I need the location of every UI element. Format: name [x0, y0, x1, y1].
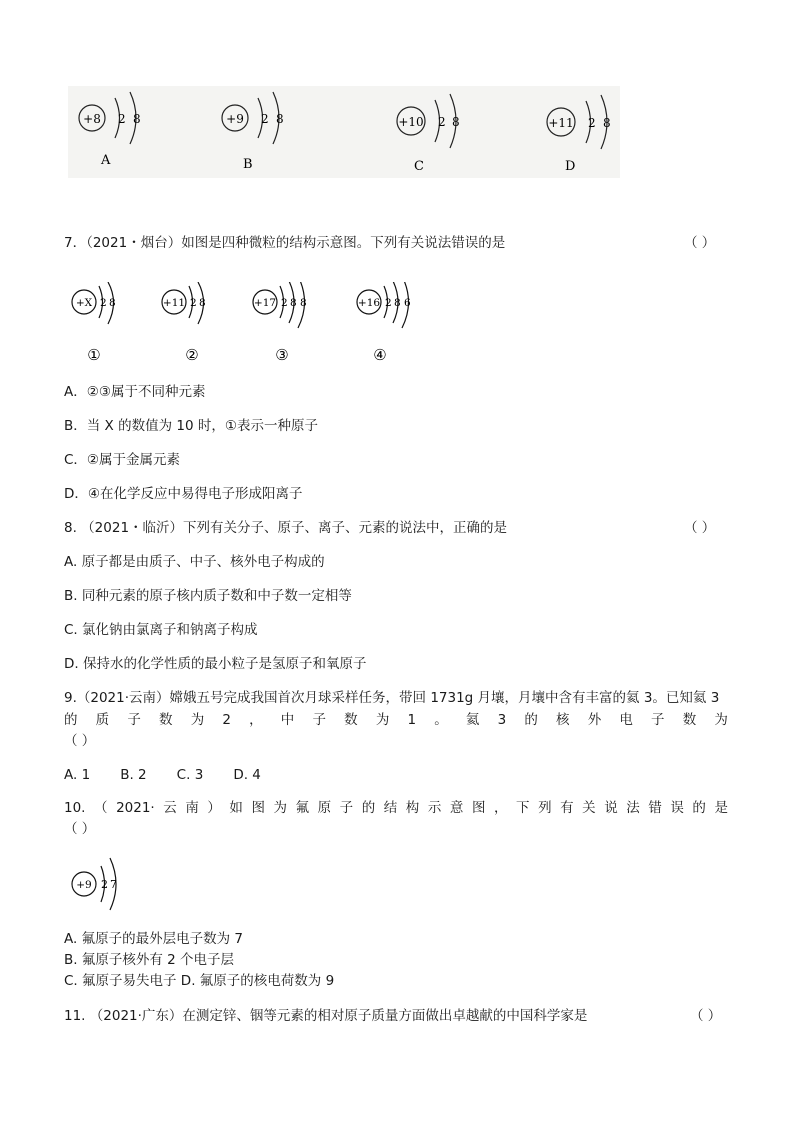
diagram-label: ①	[87, 346, 101, 364]
stem-char: 2	[222, 712, 231, 728]
stem-char: 10.	[64, 800, 86, 816]
q7-option-b[interactable]: B．当 X 的数值为 10 时，①表示一种原子	[64, 418, 318, 434]
option-letter: C	[414, 159, 424, 174]
q10-option-cd[interactable]: C. 氟原子易失电子 D. 氟原子的核电荷数为 9	[64, 973, 335, 989]
stem-char: 的	[692, 800, 706, 816]
q7-diagram-1	[72, 282, 116, 364]
stem-char: 数	[159, 712, 173, 728]
q6-diagram-a	[79, 92, 141, 168]
stem-char: 列	[538, 800, 552, 816]
q9-stem-line2	[64, 711, 728, 729]
nucleus-text: +11	[548, 116, 574, 130]
stem-char: 氟	[295, 800, 310, 816]
shell-count: 8	[276, 112, 284, 126]
stem-char: ，	[249, 712, 263, 728]
option-letter: A	[101, 153, 111, 168]
stem-char: 下	[516, 800, 530, 816]
stem-char: 3	[497, 712, 507, 728]
stem-char: 原	[317, 800, 332, 816]
shell-count: 2	[190, 297, 197, 309]
nucleus-text: +10	[398, 115, 424, 129]
stem-char: 示	[427, 800, 442, 816]
stem-char: 错	[648, 800, 662, 816]
q7-diagram-row	[66, 282, 426, 366]
stem-char: ，	[493, 800, 508, 816]
stem-char: 误	[670, 800, 684, 816]
nucleus-text: +9	[226, 112, 244, 126]
diagram-label: ③	[275, 346, 289, 364]
stem-char: （	[94, 800, 108, 816]
option-letter: B	[243, 157, 253, 172]
shell-count: 8	[452, 115, 460, 129]
shell-count: 8	[603, 116, 611, 130]
stem-char: 为	[714, 712, 728, 728]
q7-option-d[interactable]: D．④在化学反应中易得电子形成阳离子	[64, 486, 303, 502]
stem-char: 子	[312, 712, 326, 728]
q10-answer-paren[interactable]: （ ）	[64, 821, 96, 837]
nucleus-text: +X	[75, 297, 93, 309]
q7-diagram-2	[162, 282, 206, 364]
stem-char: 为	[273, 800, 288, 816]
diagram-label: ②	[185, 346, 199, 364]
stem-char: 子	[127, 712, 141, 728]
stem-char: 电	[619, 712, 633, 728]
stem-char: 是	[714, 800, 728, 816]
stem-char: 图	[471, 800, 486, 816]
shell-count: 2	[100, 297, 107, 309]
stem-char: 意	[449, 800, 464, 816]
stem-char: 。	[434, 712, 448, 728]
q8-option-d[interactable]: D. 保持水的化学性质的最小粒子是氢原子和氧原子	[64, 656, 367, 672]
shell-count: 2	[118, 112, 126, 126]
shell-count: 2	[438, 115, 446, 129]
stem-char: 南	[185, 800, 199, 816]
shell-count: 8	[109, 297, 116, 309]
stem-char: 法	[626, 800, 640, 816]
shell-count: 6	[404, 297, 411, 309]
q6-diagram-d	[547, 95, 611, 174]
q7-stem: 7．（2021・烟台）如图是四种微粒的结构示意图。下列有关说法错误的是	[64, 235, 506, 251]
shell-count: 8	[133, 112, 141, 126]
nucleus-text: +11	[162, 297, 186, 309]
q6-diagram-row	[68, 86, 620, 178]
q6-diagram-c	[397, 94, 460, 174]
q9-stem-line1: 9.（2021·云南）嫦娥五号完成我国首次月球采样任务，带回 1731g 月壤，月壤中含有丰富的氦 3。已知氦 3	[64, 690, 720, 706]
stem-char: 外	[587, 712, 602, 728]
q7-diagram-4	[357, 282, 411, 364]
stem-char: 的	[524, 712, 538, 728]
q6-diagram-b	[222, 92, 284, 172]
shell-count: 2	[101, 878, 108, 891]
shell-count: 8	[290, 297, 297, 309]
q7-answer-paren[interactable]: （ ）	[684, 235, 716, 251]
shell-count: 2	[281, 297, 288, 309]
stem-char: 结	[383, 800, 398, 816]
shell-count: 2	[385, 297, 392, 309]
stem-char: 1	[407, 712, 417, 728]
shell-count: 7	[110, 878, 117, 891]
q10-fluorine-diagram	[68, 856, 138, 912]
stem-char: 关	[582, 800, 596, 816]
stem-char: 数	[344, 712, 358, 728]
diagram-label: ④	[373, 346, 387, 364]
shell-count: 8	[199, 297, 206, 309]
nucleus-text: +17	[253, 297, 277, 309]
stem-char: ）	[207, 800, 221, 816]
q7-diagram-3	[253, 282, 307, 364]
q8-stem: 8. （2021・临沂）下列有关分子、原子、离子、元素的说法中，正确的是	[64, 520, 508, 536]
q7-option-a[interactable]: A．②③属于不同种元素	[64, 384, 206, 400]
nucleus-text: +16	[357, 297, 381, 309]
q9-options[interactable]: A. 1 B. 2 C. 3 D. 4	[64, 767, 261, 783]
q9-answer-paren[interactable]: （ ）	[64, 733, 96, 749]
stem-char: 云	[163, 800, 177, 816]
stem-char: 为	[190, 712, 205, 728]
shell-count: 2	[588, 116, 596, 130]
stem-char: 有	[560, 800, 574, 816]
q10-stem-line1	[64, 799, 728, 817]
stem-char: 中	[280, 712, 295, 728]
stem-char: 说	[604, 800, 618, 816]
stem-char: 子	[339, 800, 354, 816]
nucleus-text: +9	[76, 879, 92, 891]
stem-char: 质	[95, 712, 110, 728]
stem-char: 子	[651, 712, 665, 728]
q8-option-c[interactable]: C. 氯化钠由氯离子和钠离子构成	[64, 622, 258, 638]
stem-char: 的	[361, 800, 376, 816]
shell-count: 8	[394, 297, 401, 309]
q8-answer-paren[interactable]: （ ）	[684, 520, 716, 536]
q8-option-a[interactable]: A. 原子都是由质子、中子、核外电子构成的	[64, 554, 325, 570]
q8-option-b[interactable]: B. 同种元素的原子核内质子数和中子数一定相等	[64, 588, 352, 604]
shell-count: 2	[261, 112, 269, 126]
q11-stem: 11. （2021·广东）在测定锌、铟等元素的相对原子质量方面做出卓越献的中国科学家是	[64, 1008, 588, 1024]
q11-answer-paren[interactable]: （ ）	[690, 1008, 722, 1024]
stem-char: 核	[556, 712, 570, 728]
shell-count: 8	[300, 297, 307, 309]
q7-option-c[interactable]: C．②属于金属元素	[64, 452, 181, 468]
q10-option-a[interactable]: A. 氟原子的最外层电子数为 7	[64, 931, 243, 947]
stem-char: 为	[375, 712, 390, 728]
stem-char: 如	[229, 800, 243, 816]
stem-char: 2021·	[116, 800, 155, 816]
nucleus-text: +8	[83, 112, 101, 126]
stem-char: 数	[682, 712, 697, 728]
stem-char: 图	[251, 800, 265, 816]
option-letter: D	[565, 159, 576, 174]
stem-char: 构	[405, 800, 420, 816]
stem-char: 的	[64, 712, 78, 728]
stem-char: 氦	[465, 712, 480, 728]
q10-option-b[interactable]: B. 氟原子核外有 2 个电子层	[64, 952, 235, 968]
